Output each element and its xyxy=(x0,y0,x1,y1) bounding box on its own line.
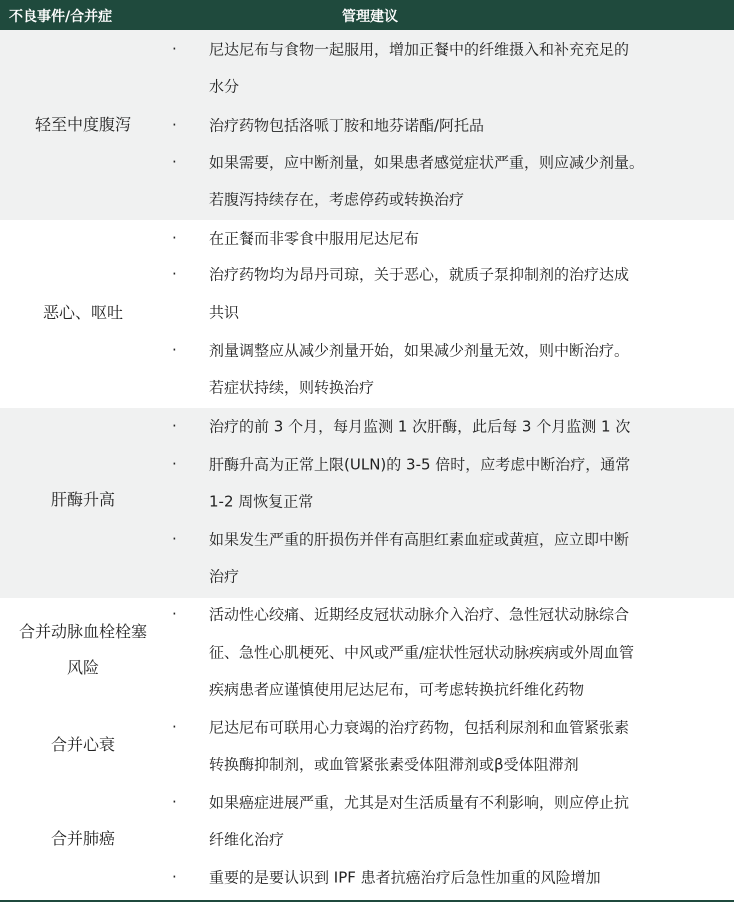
bullet-icon: · xyxy=(172,530,177,548)
advice-line: 1-2 周恢复正常 xyxy=(209,492,314,511)
bullet-icon: · xyxy=(172,265,177,283)
advice-line: 重要的是要认识到 IPF 患者抗癌治疗后急性加重的风险增加 xyxy=(209,868,601,887)
advice-line: 共识 xyxy=(209,303,240,322)
row-label-line: 轻至中度腹泻 xyxy=(34,115,132,134)
header-management-advice: 管理建议 xyxy=(342,9,398,25)
bullet-icon: · xyxy=(172,718,177,736)
advice-line: 若腹泻持续存在，考虑停药或转换治疗 xyxy=(209,190,465,209)
advice-line: 征、急性心肌梗死、中风或严重/症状性冠状动脉疾病或外周血管 xyxy=(209,643,635,662)
bullet-icon: · xyxy=(172,229,177,247)
bullet-icon: · xyxy=(172,793,177,811)
table-header xyxy=(0,0,734,30)
advice-line: 如果癌症进展严重，尤其是对生活质量有不利影响，则应停止抗 xyxy=(209,793,630,812)
row-label-line: 肝酶升高 xyxy=(50,490,116,509)
bullet-icon: · xyxy=(172,868,177,886)
advice-line: 转换酶抑制剂，或血管紧张素受体阻滞剂或β受体阻滞剂 xyxy=(209,755,579,774)
bullet-icon: · xyxy=(172,153,177,171)
row-label-liver-enzyme xyxy=(51,482,115,518)
advice-line: 如果需要，应中断剂量，如果患者感觉症状严重，则应减少剂量。 xyxy=(209,153,645,172)
bullet-icon: · xyxy=(172,605,177,623)
row-label-lung-cancer xyxy=(51,821,115,857)
row-label-nausea xyxy=(43,295,123,331)
row-label-diarrhea xyxy=(35,107,131,143)
advice-line: 肝酶升高为正常上限(ULN)的 3-5 倍时，应考虑中断治疗，通常 xyxy=(209,455,631,474)
advice-line: 剂量调整应从减少剂量开始，如果减少剂量无效，则中断治疗。 xyxy=(209,341,630,360)
advice-line: 尼达尼布与食物一起服用，增加正餐中的纤维摄入和补充充足的 xyxy=(209,40,630,59)
advice-line: 活动性心绞痛、近期经皮冠状动脉介入治疗、急性冠状动脉综合 xyxy=(209,605,630,624)
bullet-icon: · xyxy=(172,116,177,134)
row-label-line: 恶心、呕吐 xyxy=(42,303,124,322)
bullet-icon: · xyxy=(172,455,177,473)
advice-line: 疾病患者应谨慎使用尼达尼布，可考虑转换抗纤维化药物 xyxy=(209,680,585,699)
advice-line: 纤维化治疗 xyxy=(209,830,285,849)
advice-line: 水分 xyxy=(209,77,240,96)
advice-line: 治疗的前 3 个月，每月监测 1 次肝酶，此后每 3 个月监测 1 次 xyxy=(209,417,631,436)
advice-line: 治疗 xyxy=(209,567,240,586)
bullet-icon: · xyxy=(172,341,177,359)
bullet-icon: · xyxy=(172,40,177,58)
row-label-line: 风险 xyxy=(66,658,100,677)
row-label-line: 合并肺癌 xyxy=(50,829,116,848)
advice-line: 治疗药物包括洛哌丁胺和地芬诺酯/阿托品 xyxy=(209,116,485,135)
advice-line: 在正餐而非零食中服用尼达尼布 xyxy=(209,229,420,248)
advice-line: 如果发生严重的肝损伤并伴有高胆红素血症或黄疸，应立即中断 xyxy=(209,530,630,549)
row-label-heart-failure xyxy=(51,727,115,763)
advice-line: 若症状持续，则转换治疗 xyxy=(209,378,375,397)
row-label-line: 合并心衰 xyxy=(50,735,116,754)
header-adverse-event: 不良事件/合并症 xyxy=(9,9,113,25)
advice-line: 尼达尼布可联用心力衰竭的治疗药物，包括利尿剂和血管紧张素 xyxy=(209,718,630,737)
row-label-thromboembolism xyxy=(19,614,147,686)
bullet-icon: · xyxy=(172,417,177,435)
row-label-line: 合并动脉血栓栓塞 xyxy=(18,622,148,641)
advice-line: 治疗药物均为昂丹司琼，关于恶心，就质子泵抑制剂的治疗达成 xyxy=(209,265,630,284)
table-bottom-rule xyxy=(0,900,734,902)
